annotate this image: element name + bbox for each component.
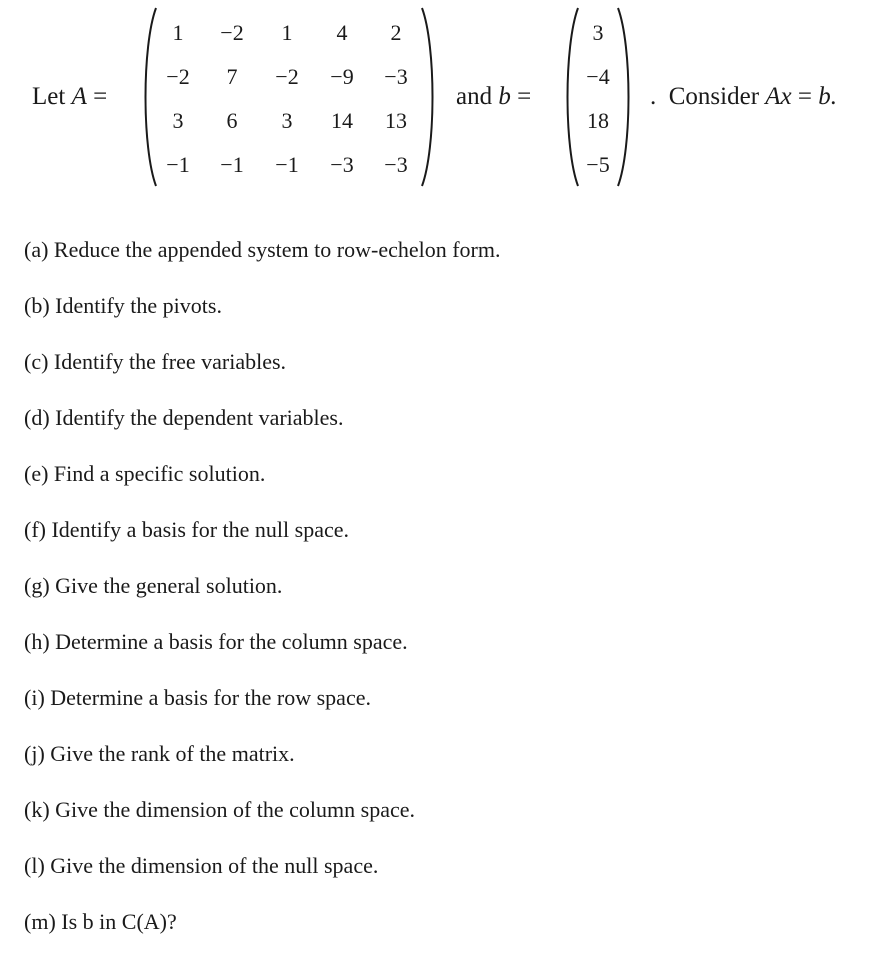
vector-b-cell: 18	[587, 108, 609, 133]
matrix-a-cell: 14	[331, 108, 353, 133]
let-label: Let A =	[32, 83, 108, 110]
matrix-a-cell: 6	[226, 108, 238, 133]
matrix-a-right-paren	[418, 6, 442, 188]
question-g: (g) Give the general solution.	[24, 573, 283, 598]
matrix-a-cell: 13	[385, 108, 407, 133]
consider-label: . Consider Ax = b.	[650, 83, 838, 110]
vector-b-cell: −4	[586, 64, 610, 89]
question-h: (h) Determine a basis for the column space.	[24, 629, 408, 654]
matrix-a-cell: 1	[172, 20, 184, 45]
question-l: (l) Give the dimension of the null space.	[24, 853, 379, 878]
matrix-a-cell: −3	[384, 152, 408, 177]
problem-statement	[0, 0, 888, 200]
vector-b-right-paren	[614, 6, 638, 188]
matrix-a-cell: 3	[281, 108, 293, 133]
question-a: (a) Reduce the appended system to row-echelon form.	[24, 237, 501, 262]
matrix-a-cell: −9	[330, 64, 354, 89]
question-m: (m) Is b in C(A)?	[24, 909, 177, 934]
and-label: and b =	[456, 83, 532, 110]
matrix-a-cell: 3	[172, 108, 184, 133]
matrix-a-cell: −1	[166, 152, 190, 177]
matrix-a-cell: 7	[226, 64, 238, 89]
matrix-a-cell: 2	[390, 20, 402, 45]
matrix-a-cell: 1	[281, 20, 293, 45]
matrix-a-cell: −1	[275, 152, 299, 177]
question-j: (j) Give the rank of the matrix.	[24, 741, 295, 766]
question-d: (d) Identify the dependent variables.	[24, 405, 344, 430]
question-e: (e) Find a specific solution.	[24, 461, 266, 486]
question-k: (k) Give the dimension of the column space.	[24, 797, 416, 822]
question-c: (c) Identify the free variables.	[24, 349, 287, 374]
matrix-a-cell: −1	[220, 152, 244, 177]
matrix-a-cell: 4	[336, 20, 348, 45]
question-i: (i) Determine a basis for the row space.	[24, 685, 371, 710]
matrix-a-cell: −3	[384, 64, 408, 89]
vector-b-cell: 3	[592, 20, 604, 45]
matrix-a-cell: −3	[330, 152, 354, 177]
vector-b-cell: −5	[586, 152, 610, 177]
question-list	[24, 237, 874, 965]
matrix-a-cell: −2	[275, 64, 299, 89]
question-f: (f) Identify a basis for the null space.	[24, 517, 349, 542]
matrix-a-cell: −2	[220, 20, 244, 45]
matrix-a-cell: −2	[166, 64, 190, 89]
question-b: (b) Identify the pivots.	[24, 293, 222, 318]
